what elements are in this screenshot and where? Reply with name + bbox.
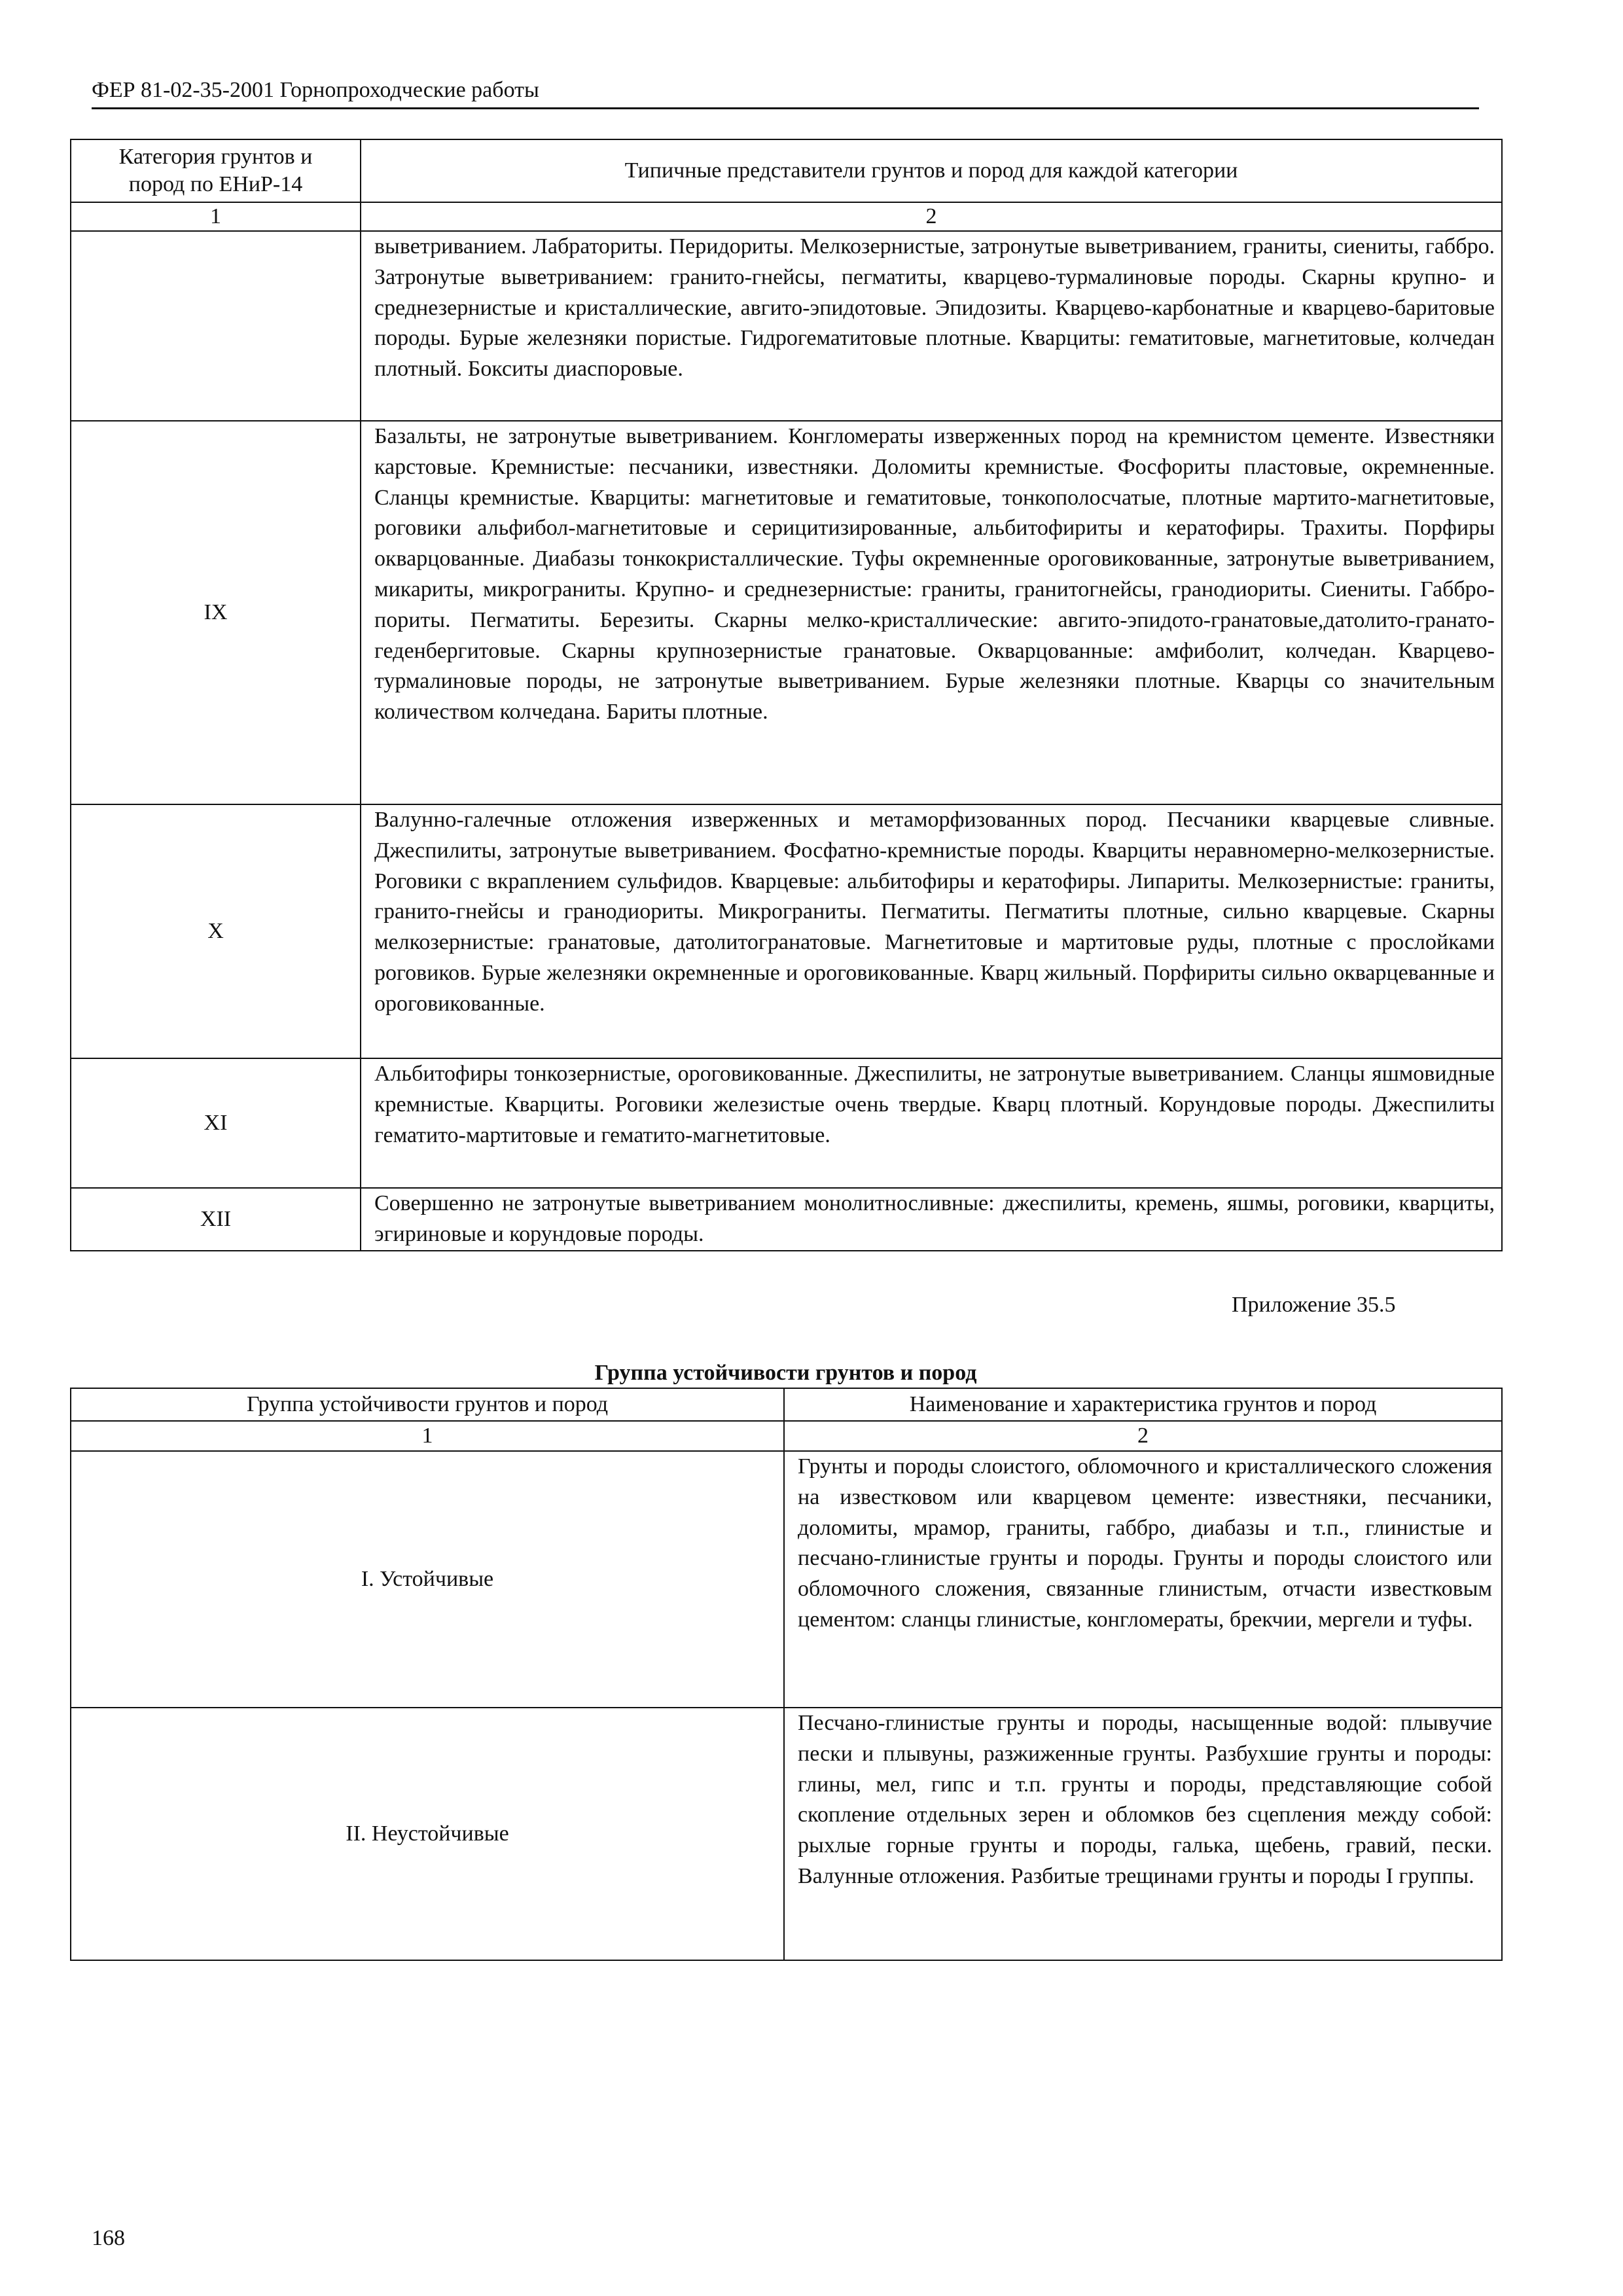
category-column-header: Категория грунтов и пород по ЕНиР-14 [71,139,361,202]
header-rule [92,107,1479,109]
document-header-title: ФЕР 81-02-35-2001 Горнопроходческие работы [92,78,539,102]
table-row [71,804,1502,1058]
appendix-label: Приложение 35.5 [1232,1293,1396,1317]
description-cell: Базальты, не затронутые выветриванием. Конгломераты изверженных пород на кремнистом цементе. Известняки карстовые. Кремнистые: песчаники, известняки. Доломиты кремнистые. Фосфориты пластовые, окремненные. Сланцы кремнистые. Кварциты: магнетитовые и гематитовые, тонкополосчатые, плотные мартито-магнетитовые, роговики альфибол-магнетитовые и серицитизированные, альбитофириты и кератофиры. Трахиты. Порфиры окварцованные. Диабазы тонкокристаллические. Туфы окремненные ороговикованные, затронутые выветриванием, микариты, микрограниты. Крупно- и среднезернистые: граниты, гранитогнейсы, гранодиориты. Сиениты. Габбро-пориты. Пегматиты. Березиты. Скарны мелко-кристаллические: авгито-эпидото-гранатовые,датолито-гранато-геденбергитовые. Скарны крупнозернистые гранатовые. Окварцованные: амфиболит, колчедан. Кварцево-турмалиновые породы, не затронутые выветриванием. Бурые железняки плотные. Кварцы со значительным количеством колчедана. Бариты плотные. [361,421,1502,804]
category-cell: X [71,804,361,1058]
category-cell [71,231,361,421]
soil-category-table [70,139,1503,1251]
stability-table-caption: Группа устойчивости грунтов и пород [594,1361,977,1385]
stability-group-cell: II. Неустойчивые [71,1708,784,1960]
table-row [71,231,1502,421]
table-header-row [71,1388,1502,1421]
column-number-row [71,202,1502,231]
description-cell: Валунно-галечные отложения изверженных и метаморфизованных пород. Песчаники кварцевые сливные. Джеспилиты, затронутые выветриванием. Фосфатно-кремнистые породы. Кварциты неравномерно-мелкозернистые. Роговики с вкраплением сульфидов. Кварцевые: альбитофиры и кератофиры. Липариты. Мелкозернистые: граниты, гранито-гнейсы и гранодиориты. Микрограниты. Пегматиты. Пегматиты плотные, сильно кварцевые. Скарны мелкозернистые: гранатовые, датолитогранатовые. Магнетитовые и мартитовые руды, плотные с прослойками роговиков. Бурые железняки окремненные и ороговикованные. Кварц жильный. Порфириты сильно окварцеванные и ороговикованные. [361,804,1502,1058]
table-header-row [71,139,1502,202]
table-row [71,1188,1502,1251]
stability-group-cell: I. Устойчивые [71,1451,784,1708]
description-cell: выветриванием. Лабраториты. Перидориты. Мелкозернистые, затронутые выветриванием, граниты, сиениты, габбро. Затронутые выветриванием: гранито-гнейсы, пегматиты, кварцево-турмалиновые породы. Скарны крупно- и среднезернистые и кристаллические, авгито-эпидотовые. Эпидозиты. Кварцево-карбонатные и кварцево-баритовые породы. Бурые железняки пористые. Гидрогематитовые плотные. Кварциты: гематитовые, магнетитовые, колчедан плотный. Бокситы диаспоровые. [361,231,1502,421]
table-row [71,1058,1502,1188]
category-cell: XI [71,1058,361,1188]
category-cell: IX [71,421,361,804]
group-column-header: Группа устойчивости грунтов и пород [71,1388,784,1421]
stability-group-table [70,1388,1503,1961]
description-cell: Песчано-глинистые грунты и породы, насыщенные водой: плывучие пески и плывуны, разжиженные грунты. Разбухшие грунты и породы: глины, мел, гипс и т.п. грунты и породы, представляющие собой скопление отдельных зерен и обломков без сцепления между собой: рыхлые горные грунты и породы, галька, щебень, гравий, пески. Валунные отложения. Разбитые трещинами грунты и породы I группы. [784,1708,1502,1960]
column-number-2: 2 [361,202,1502,231]
column-number-1: 1 [71,202,361,231]
description-cell: Альбитофиры тонкозернистые, ороговикованные. Джеспилиты, не затронутые выветриванием. Сланцы яшмовидные кремнистые. Кварциты. Роговики железистые очень твердые. Кварц плотный. Корундовые породы. Джеспилиты гематито-мартитовые и гематито-магнетитовые. [361,1058,1502,1188]
description-cell: Грунты и породы слоистого, обломочного и кристаллического сложения на известковом или кварцевом цементе: известняки, песчаники, доломиты, мрамор, граниты, габбро, диабазы и т.п., глинистые и песчано-глинистые грунты и породы. Грунты и породы слоистого или обломочного сложения, связанные глинистым, отчасти известковым цементом: сланцы глинистые, конгломераты, брекчии, мергели и туфы. [784,1451,1502,1708]
page-number: 168 [92,2226,125,2250]
column-number-row [71,1421,1502,1451]
table-row [71,1708,1502,1960]
table-row [71,421,1502,804]
table-row [71,1451,1502,1708]
description-cell: Совершенно не затронутые выветриванием монолитносливные: джеспилиты, кремень, яшмы, роговики, кварциты, эгириновые и корундовые породы. [361,1188,1502,1251]
column-number-1: 1 [71,1421,784,1451]
characteristics-column-header: Наименование и характеристика грунтов и пород [784,1388,1502,1421]
column-number-2: 2 [784,1421,1502,1451]
category-cell: XII [71,1188,361,1251]
representatives-column-header: Типичные представители грунтов и пород для каждой категории [361,139,1502,202]
